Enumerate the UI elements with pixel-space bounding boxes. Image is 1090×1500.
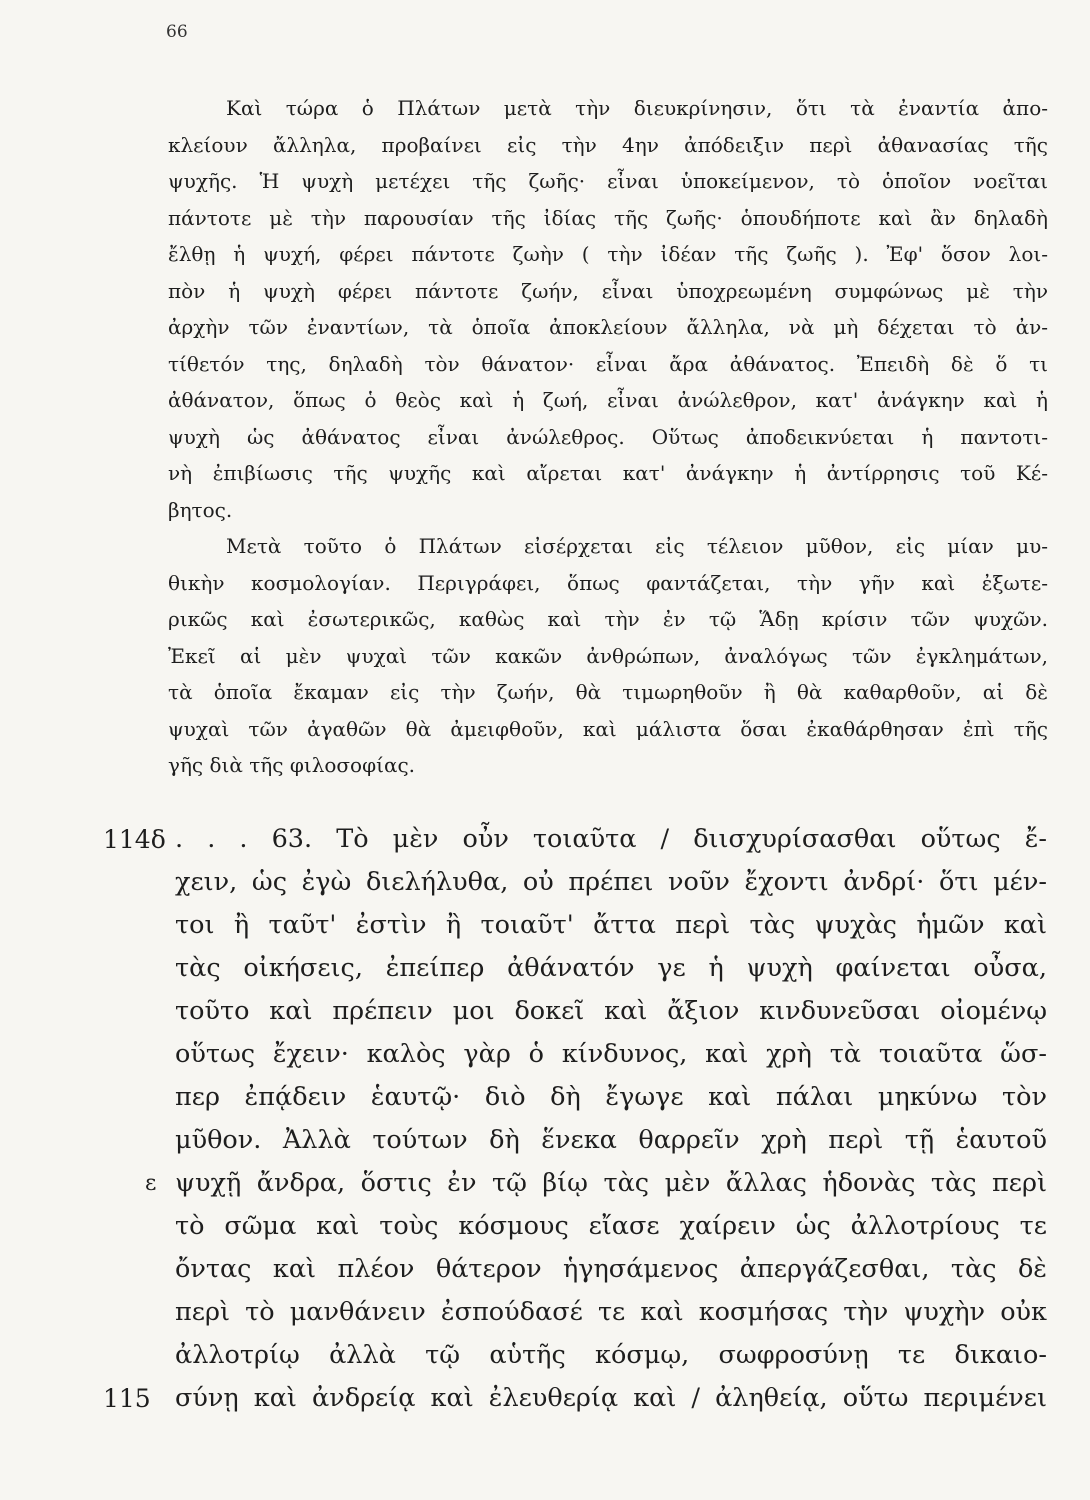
quote-text: τοῦτο καὶ πρέπειν μοι δοκεῖ καὶ ἄξιον κινδυνεῦσαι οἰομένῳ [175,996,1047,1026]
quote-text: περὶ τὸ μανθάνειν ἐσπούδασέ τε καὶ κοσμήσας τὴν ψυχὴν οὐκ [175,1297,1047,1327]
greek-quotation [0,818,1090,1420]
quote-text: χειν, ὡς ἐγὼ διελήλυθα, οὐ πρέπει νοῦν ἔχοντι ἀνδρί· ὅτι μέν- [175,867,1047,897]
commentary [168,90,1048,784]
quote-line [0,1377,1090,1420]
quote-text: . . . 63. Τὸ μὲν οὖν τοιαῦτα / διισχυρίσασθαι οὕτως ἔ- [175,824,1047,854]
quote-line [0,1076,1090,1119]
commentary-line: βητος. [168,497,233,522]
stephanus-marker: ε [145,1171,157,1196]
commentary-line: Ἐκεῖ αἱ μὲν ψυχαὶ τῶν κακῶν ἀνθρώπων, ἀναλόγως τῶν ἐγκλημάτων, [168,643,1048,668]
commentary-line: Μετὰ τοῦτο ὁ Πλάτων εἰσέρχεται εἰς τέλειον μῦθον, εἰς μίαν μυ- [226,534,1048,558]
commentary-line: θικὴν κοσμολογίαν. Περιγράφει, ὅπως φαντάζεται, τὴν γῆν καὶ ἐξωτε- [168,570,1048,595]
quote-text: περ ἐπᾴδειν ἑαυτῷ· διὸ δὴ ἔγωγε καὶ πάλαι μηκύνω τὸν [175,1082,1047,1112]
commentary-line: ρικῶς καὶ ἐσωτερικῶς, καθὼς καὶ τὴν ἐν τῷ Ἅδῃ κρίσιν τῶν ψυχῶν. [168,607,1048,631]
quote-line [0,990,1090,1033]
quote-line [0,1291,1090,1334]
quote-line [0,861,1090,904]
commentary-line: ἔλθῃ ἡ ψυχή, φέρει πάντοτε ζωὴν ( τὴν ἰδέαν τῆς ζωῆς ). Ἐφ' ὅσον λοι- [168,242,1048,266]
quote-text: οὕτως ἔχειν· καλὸς γὰρ ὁ κίνδυνος, καὶ χρὴ τὰ τοιαῦτα ὥσ- [175,1039,1047,1069]
commentary-line: γῆς διὰ τῆς φιλοσοφίας. [168,753,416,777]
quote-line [0,1334,1090,1377]
commentary-line: πάντοτε μὲ τὴν παρουσίαν τῆς ἰδίας τῆς ζωῆς· ὁπουδήποτε καὶ ἂν δηλαδὴ [168,205,1048,230]
stephanus-marker: 115 [103,1384,151,1413]
stephanus-marker: 114δ [103,825,166,854]
commentary-line: πὸν ἡ ψυχὴ φέρει πάντοτε ζωήν, εἶναι ὑποχρεωμένη συμφώνως μὲ τὴν [168,278,1048,303]
quote-text: μῦθον. Ἀλλὰ τούτων δὴ ἕνεκα θαρρεῖν χρὴ περὶ τῇ ἑαυτοῦ [175,1125,1047,1155]
quote-text: τοι ἢ ταῦτ' ἐστὶν ἢ τοιαῦτ' ἄττα περὶ τὰς ψυχὰς ἡμῶν καὶ [175,910,1047,940]
commentary-line: ψυχῆς. Ἡ ψυχὴ μετέχει τῆς ζωῆς· εἶναι ὑποκείμενον, τὸ ὁποῖον νοεῖται [168,169,1048,193]
quote-line [0,947,1090,990]
commentary-line: τὰ ὁποῖα ἔκαμαν εἰς τὴν ζωήν, θὰ τιμωρηθοῦν ἢ θὰ καθαρθοῦν, αἱ δὲ [168,680,1048,704]
quote-line [0,1119,1090,1162]
commentary-line: Καὶ τώρα ὁ Πλάτων μετὰ τὴν διευκρίνησιν, ὅτι τὰ ἐναντία ἀπο- [226,96,1048,120]
quote-line [0,818,1090,861]
quote-line [0,1033,1090,1076]
commentary-line: ἀρχὴν τῶν ἐναντίων, τὰ ὁποῖα ἀποκλείουν ἄλληλα, νὰ μὴ δέχεται τὸ ἀν- [168,315,1048,339]
commentary-line: τίθετόν της, δηλαδὴ τὸν θάνατον· εἶναι ἄρα ἀθάνατος. Ἐπειδὴ δὲ ὅ τι [168,351,1048,376]
quote-text: τὸ σῶμα καὶ τοὺς κόσμους εἴασε χαίρειν ὡς ἀλλοτρίους τε [175,1211,1047,1241]
quote-text: ἀλλοτρίῳ ἀλλὰ τῷ αὑτῆς κόσμῳ, σωφροσύνῃ τε δικαιο- [175,1340,1047,1370]
quote-line [0,1162,1090,1205]
quote-line [0,1248,1090,1291]
quote-text: ὄντας καὶ πλέον θάτερον ἡγησάμενος ἀπεργάζεσθαι, τὰς δὲ [175,1254,1047,1284]
commentary-line: κλείουν ἄλληλα, προβαίνει εἰς τὴν 4ην ἀπόδειξιν περὶ ἀθανασίας τῆς [168,132,1048,157]
commentary-line: νὴ ἐπιβίωσις τῆς ψυχῆς καὶ αἴρεται κατ' ἀνάγκην ἡ ἀντίρρησις τοῦ Κέ- [168,461,1048,485]
commentary-line: ἀθάνατον, ὅπως ὁ θεὸς καὶ ἡ ζωή, εἶναι ἀνώλεθρον, κατ' ἀνάγκην καὶ ἡ [168,388,1048,412]
quote-text: σύνῃ καὶ ἀνδρείᾳ καὶ ἐλευθερίᾳ καὶ / ἀληθείᾳ, οὕτω περιμένει [175,1383,1047,1413]
quote-line [0,904,1090,947]
commentary-line: ψυχαὶ τῶν ἀγαθῶν θὰ ἀμειφθοῦν, καὶ μάλιστα ὅσαι ἐκαθάρθησαν ἐπὶ τῆς [168,716,1048,741]
quote-text: ψυχῇ ἄνδρα, ὅστις ἐν τῷ βίῳ τὰς μὲν ἄλλας ἡδονὰς τὰς περὶ [175,1168,1047,1198]
commentary-line: ψυχὴ ὡς ἀθάνατος εἶναι ἀνώλεθρος. Οὕτως ἀποδεικνύεται ἡ παντοτι- [168,424,1048,449]
page-number: 66 [166,22,188,42]
quote-line [0,1205,1090,1248]
quote-text: τὰς οἰκήσεις, ἐπείπερ ἀθάνατόν γε ἡ ψυχὴ φαίνεται οὖσα, [175,953,1047,983]
